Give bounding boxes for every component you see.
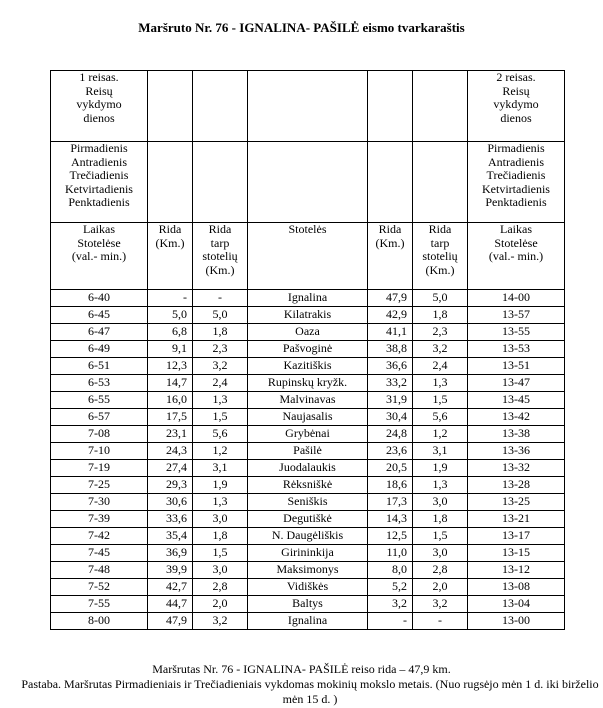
dist2-cell: 14,3 — [368, 511, 413, 528]
time2-cell: 13-17 — [468, 528, 565, 545]
dist2-cell: 31,9 — [368, 392, 413, 409]
time1-cell: 6-45 — [51, 307, 148, 324]
dist2-cell: 23,6 — [368, 443, 413, 460]
empty-cell — [248, 142, 368, 223]
time2-cell: 13-25 — [468, 494, 565, 511]
between1-cell: 3,0 — [193, 562, 248, 579]
dist1-cell: 5,0 — [148, 307, 193, 324]
between1-cell: 2,3 — [193, 341, 248, 358]
dist1-cell: 12,3 — [148, 358, 193, 375]
between2-cell: 5,6 — [413, 409, 468, 426]
between1-cell: 3,2 — [193, 613, 248, 630]
dist2-cell: 5,2 — [368, 579, 413, 596]
stop-cell: Juodalaukis — [248, 460, 368, 477]
time1-cell: 7-08 — [51, 426, 148, 443]
stop-cell: Vidiškės — [248, 579, 368, 596]
between2-cell: 2,4 — [413, 358, 468, 375]
col-stop-header: Stotelės — [248, 223, 368, 290]
between1-cell: 1,3 — [193, 392, 248, 409]
time1-cell: 7-30 — [51, 494, 148, 511]
dist1-cell: 6,8 — [148, 324, 193, 341]
days1-header: Pirmadienis Antradienis Trečiadienis Ketvirtadienis Penktadienis — [51, 142, 148, 223]
table-row — [51, 545, 565, 562]
col-dist1-header: Rida (Km.) — [148, 223, 193, 290]
between1-cell: 3,0 — [193, 511, 248, 528]
time2-cell: 13-28 — [468, 477, 565, 494]
dist1-cell: 29,3 — [148, 477, 193, 494]
stop-cell: Oaza — [248, 324, 368, 341]
between1-cell: 1,2 — [193, 443, 248, 460]
table-row — [51, 494, 565, 511]
col-time2-header: Laikas Stotelėse (val.- min.) — [468, 223, 565, 290]
table-row — [51, 562, 565, 579]
dist2-cell: 30,4 — [368, 409, 413, 426]
time2-cell: 13-42 — [468, 409, 565, 426]
empty-cell — [193, 71, 248, 142]
between2-cell: 3,1 — [413, 443, 468, 460]
between1-cell: 3,2 — [193, 358, 248, 375]
between1-cell: 1,8 — [193, 528, 248, 545]
dist2-cell: 12,5 — [368, 528, 413, 545]
time1-cell: 6-55 — [51, 392, 148, 409]
dist1-cell: 9,1 — [148, 341, 193, 358]
time2-cell: 13-12 — [468, 562, 565, 579]
time1-cell: 7-48 — [51, 562, 148, 579]
between2-cell: 3,0 — [413, 545, 468, 562]
stop-cell: Naujasalis — [248, 409, 368, 426]
dist1-cell: 42,7 — [148, 579, 193, 596]
time2-cell: 13-57 — [468, 307, 565, 324]
time2-cell: 13-45 — [468, 392, 565, 409]
stop-cell: Grybėnai — [248, 426, 368, 443]
dist1-cell: 30,6 — [148, 494, 193, 511]
table-row — [51, 409, 565, 426]
between1-cell: - — [193, 290, 248, 307]
time1-cell: 6-53 — [51, 375, 148, 392]
time1-cell: 7-39 — [51, 511, 148, 528]
table-row — [51, 392, 565, 409]
between1-cell: 1,9 — [193, 477, 248, 494]
stop-cell: Maksimonys — [248, 562, 368, 579]
header-row-columns — [51, 223, 565, 290]
time2-cell: 13-53 — [468, 341, 565, 358]
between2-cell: 1,8 — [413, 511, 468, 528]
col-dist2-header: Rida (Km.) — [368, 223, 413, 290]
time1-cell: 7-19 — [51, 460, 148, 477]
table-row — [51, 477, 565, 494]
table-row — [51, 426, 565, 443]
between1-cell: 1,5 — [193, 545, 248, 562]
dist2-cell: 24,8 — [368, 426, 413, 443]
stop-cell: Pašilė — [248, 443, 368, 460]
empty-cell — [248, 71, 368, 142]
between1-cell: 1,3 — [193, 494, 248, 511]
col-time1-header: Laikas Stotelėse (val.- min.) — [51, 223, 148, 290]
time2-cell: 13-36 — [468, 443, 565, 460]
between1-cell: 2,0 — [193, 596, 248, 613]
empty-cell — [148, 71, 193, 142]
header-row-days — [51, 142, 565, 223]
dist1-cell: 47,9 — [148, 613, 193, 630]
empty-cell — [413, 142, 468, 223]
route-note-text: Pastaba. Maršrutas Pirmadieniais ir Trečiadieniais vykdomas mokinių mokslo metais. (Nuo rugsėjo mėn 1 d. iki birželio mėn 15 d. ) — [21, 677, 599, 706]
stop-cell: Ignalina — [248, 613, 368, 630]
between2-cell: 3,2 — [413, 596, 468, 613]
dist2-cell: 41,1 — [368, 324, 413, 341]
table-row — [51, 307, 565, 324]
table-row — [51, 324, 565, 341]
dist1-cell: 14,7 — [148, 375, 193, 392]
time1-cell: 7-52 — [51, 579, 148, 596]
time2-cell: 13-38 — [468, 426, 565, 443]
stop-cell: Rėksniškė — [248, 477, 368, 494]
dist1-cell: 39,9 — [148, 562, 193, 579]
time2-cell: 14-00 — [468, 290, 565, 307]
between1-cell: 5,6 — [193, 426, 248, 443]
footer — [0, 662, 603, 707]
table-row — [51, 511, 565, 528]
col-between1-header: Rida tarp stotelių (Km.) — [193, 223, 248, 290]
stop-cell: Pašvoginė — [248, 341, 368, 358]
between1-cell: 5,0 — [193, 307, 248, 324]
dist1-cell: - — [148, 290, 193, 307]
between2-cell: 5,0 — [413, 290, 468, 307]
dist2-cell: 8,0 — [368, 562, 413, 579]
time1-cell: 7-10 — [51, 443, 148, 460]
table-row — [51, 613, 565, 630]
time1-cell: 6-51 — [51, 358, 148, 375]
col-between2-header: Rida tarp stotelių (Km.) — [413, 223, 468, 290]
dist2-cell: 36,6 — [368, 358, 413, 375]
table-row — [51, 341, 565, 358]
time1-cell: 7-25 — [51, 477, 148, 494]
dist2-cell: 38,8 — [368, 341, 413, 358]
stop-cell: N. Daugėliškis — [248, 528, 368, 545]
table-row — [51, 528, 565, 545]
stop-cell: Baltys — [248, 596, 368, 613]
between2-cell: 1,5 — [413, 528, 468, 545]
empty-cell — [413, 71, 468, 142]
empty-cell — [148, 142, 193, 223]
between2-cell: 1,8 — [413, 307, 468, 324]
between1-cell: 2,4 — [193, 375, 248, 392]
stop-cell: Kazitiškis — [248, 358, 368, 375]
time1-cell: 6-40 — [51, 290, 148, 307]
time2-cell: 13-04 — [468, 596, 565, 613]
dist1-cell: 35,4 — [148, 528, 193, 545]
table-row — [51, 375, 565, 392]
between2-cell: 2,0 — [413, 579, 468, 596]
between1-cell: 3,1 — [193, 460, 248, 477]
time1-cell: 7-55 — [51, 596, 148, 613]
dist2-cell: 18,6 — [368, 477, 413, 494]
time1-cell: 6-49 — [51, 341, 148, 358]
time2-cell: 13-08 — [468, 579, 565, 596]
dist2-cell: 11,0 — [368, 545, 413, 562]
dist2-cell: 20,5 — [368, 460, 413, 477]
time1-cell: 6-47 — [51, 324, 148, 341]
stop-cell: Girininkija — [248, 545, 368, 562]
dist1-cell: 17,5 — [148, 409, 193, 426]
dist1-cell: 36,9 — [148, 545, 193, 562]
stop-cell: Ignalina — [248, 290, 368, 307]
between1-cell: 1,5 — [193, 409, 248, 426]
time1-cell: 6-57 — [51, 409, 148, 426]
trip2-header: 2 reisas. Reisų vykdymo dienos — [468, 71, 565, 142]
dist2-cell: 33,2 — [368, 375, 413, 392]
document-title: Maršruto Nr. 76 - IGNALINA- PAŠILĖ eismo tvarkaraštis — [138, 20, 465, 35]
between2-cell: 2,8 — [413, 562, 468, 579]
dist1-cell: 16,0 — [148, 392, 193, 409]
time2-cell: 13-15 — [468, 545, 565, 562]
dist1-cell: 27,4 — [148, 460, 193, 477]
between2-cell: 1,9 — [413, 460, 468, 477]
time2-cell: 13-51 — [468, 358, 565, 375]
between2-cell: 2,3 — [413, 324, 468, 341]
stop-cell: Rupinskų kryžk. — [248, 375, 368, 392]
time2-cell: 13-00 — [468, 613, 565, 630]
table-row — [51, 460, 565, 477]
dist2-cell: 3,2 — [368, 596, 413, 613]
time1-cell: 8-00 — [51, 613, 148, 630]
time2-cell: 13-55 — [468, 324, 565, 341]
trip1-header: 1 reisas. Reisų vykdymo dienos — [51, 71, 148, 142]
table-row — [51, 443, 565, 460]
dist1-cell: 33,6 — [148, 511, 193, 528]
empty-cell — [368, 142, 413, 223]
between2-cell: 1,3 — [413, 375, 468, 392]
empty-cell — [193, 142, 248, 223]
between2-cell: - — [413, 613, 468, 630]
stop-cell: Degutiškė — [248, 511, 368, 528]
between2-cell: 1,3 — [413, 477, 468, 494]
empty-cell — [368, 71, 413, 142]
between2-cell: 3,2 — [413, 341, 468, 358]
dist2-cell: - — [368, 613, 413, 630]
days2-header: Pirmadienis Antradienis Trečiadienis Ketvirtadienis Penktadienis — [468, 142, 565, 223]
time2-cell: 13-32 — [468, 460, 565, 477]
schedule-table — [50, 70, 565, 630]
stop-cell: Kilatrakis — [248, 307, 368, 324]
time1-cell: 7-42 — [51, 528, 148, 545]
route-distance-text: Maršrutas Nr. 76 - IGNALINA- PAŠILĖ reiso rida – 47,9 km. — [152, 662, 451, 676]
stop-cell: Malvinavas — [248, 392, 368, 409]
between2-cell: 3,0 — [413, 494, 468, 511]
dist1-cell: 23,1 — [148, 426, 193, 443]
stop-cell: Seniškis — [248, 494, 368, 511]
header-row-trip — [51, 71, 565, 142]
table-row — [51, 579, 565, 596]
dist2-cell: 47,9 — [368, 290, 413, 307]
time1-cell: 7-45 — [51, 545, 148, 562]
between1-cell: 1,8 — [193, 324, 248, 341]
between2-cell: 1,5 — [413, 392, 468, 409]
dist2-cell: 42,9 — [368, 307, 413, 324]
dist1-cell: 44,7 — [148, 596, 193, 613]
between1-cell: 2,8 — [193, 579, 248, 596]
time2-cell: 13-21 — [468, 511, 565, 528]
dist2-cell: 17,3 — [368, 494, 413, 511]
table-row — [51, 596, 565, 613]
between2-cell: 1,2 — [413, 426, 468, 443]
table-row — [51, 290, 565, 307]
table-row — [51, 358, 565, 375]
time2-cell: 13-47 — [468, 375, 565, 392]
dist1-cell: 24,3 — [148, 443, 193, 460]
